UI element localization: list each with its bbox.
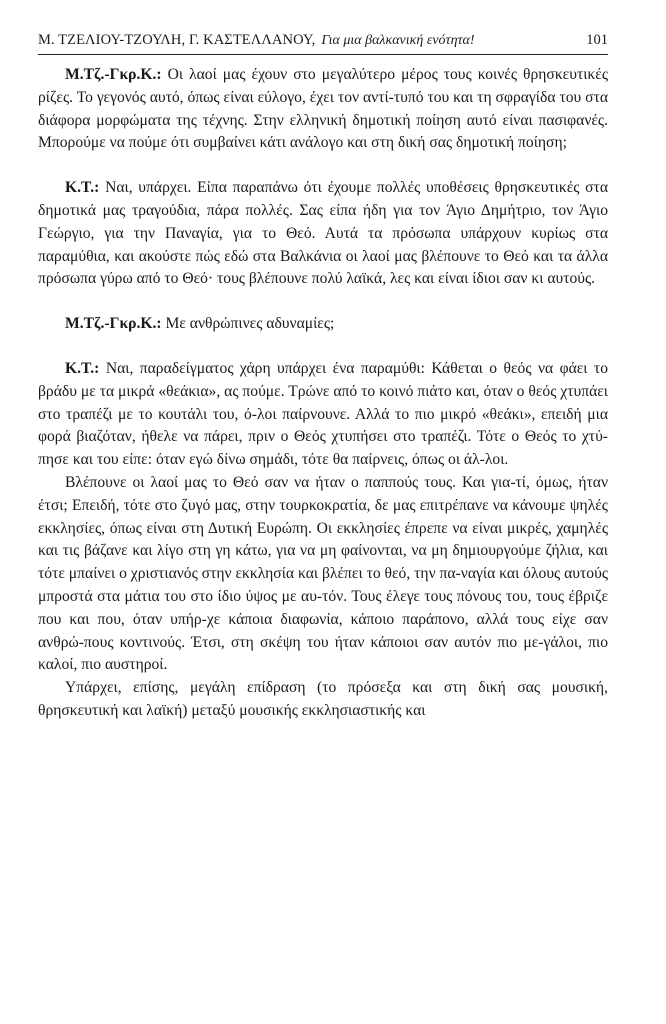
paragraph-text: Ναι, υπάρχει. Είπα παραπάνω ότι έχουμε πολλές υποθέσεις θρησκευτικές στα δημοτικά μας τραγούδια, πάρα πολλές. Σας είπα ήδη για τον Άγιο Δημήτριο, τον Άγιο Γεώργιο, για την Παναγία, για το Θεό. Αυτά τα πρόσωπα υπάρχουν κυρίως στα παραμύθια, και ακούστε πώς εδώ στα Βαλκάνια οι λαοί μας βλέπουνε το Θεό και τα άλλα πρόσωπα γύρω από το Θεό· τους βλέπουνε πολύ λαϊκά, λες και είναι ίδιοι σαν κι αυτούς. bbox=[38, 179, 608, 288]
paragraph-2 bbox=[38, 177, 608, 291]
paragraph-4 bbox=[38, 358, 608, 472]
paragraph-text: Με ανθρώπινες αδυναμίες; bbox=[165, 315, 335, 333]
paragraph-3 bbox=[38, 313, 608, 336]
speaker-label: Μ.Τζ.-Γκρ.Κ.: bbox=[65, 315, 162, 333]
paragraph-6 bbox=[38, 677, 608, 723]
page-number: 101 bbox=[586, 32, 608, 48]
paragraph-1 bbox=[38, 64, 608, 155]
page-body bbox=[38, 64, 608, 723]
paragraph-text: Υπάρχει, επίσης, μεγάλη επίδραση (το πρόσεξα και στη δική σας μουσική, θρησκευτική και λαϊκή) μεταξύ μουσικής εκκλησιαστικής και bbox=[38, 679, 608, 719]
speaker-label: Μ.Τζ.-Γκρ.Κ.: bbox=[65, 66, 162, 83]
speaker-label: Κ.Τ.: bbox=[65, 359, 100, 377]
paragraph-text: Βλέπουνε οι λαοί μας το Θεό σαν να ήταν ο παππούς τους. Και για-τί, όμως, ήταν έτσι; Επειδή, τότε στο ζυγό μας, στην τουρκοκρατία, δε μας επιτρέπανε να κάνουμε ψηλές εκκλησίες, όπως είναι στη Δυτική Ευρώπη. Οι εκκλησίες έπρεπε να είναι μικρές, χαμηλές και τις βάζανε και λίγο στη γη κάτω, για να μη φαίνονται, να μη δημιουργούμε ζήλια, και τότε μπαίνει ο χριστιανός στην εκκλησία και βλέπει το θεό, την πα-ναγία και όλους αυτούς μπροστά στα μάτια του στο ίδιο ύψος με αυ-τόν. Τους έλεγε τους πόνους του, τους έβριζε που και που, όταν υπήρ-χε κάποια διαφωνία, κάποιο παράπονο, αλλά τους είχε σαν ανθρώ-πους κοντινούς. Έτσι, στη σκέψη του ήταν κάποιοι σαν αυτόν πιο με-γάλοι, πιο καλοί, πιο αυστηροί. bbox=[38, 473, 608, 674]
paragraph-text: Οι λαοί μας έχουν στο μεγαλύτερο μέρος τους κοινές θρησκευτικές ρίζες. Το γεγονός αυτό, όπως είναι εύλογο, έχει τον αντί-τυπό του και τη σφραγίδα του στα διάφορα μορφώματα της τέχνης. Στην ελληνική δημοτική ποίηση αυτό είναι πασιφανές. Μπορούμε να πούμε ότι συμβαίνει κάτι ανάλογο και στη δική σας δημοτική ποίηση; bbox=[38, 66, 608, 152]
speaker-label: Κ.Τ.: bbox=[65, 179, 100, 197]
header-title: Για μια βαλκανική ενότητα! bbox=[321, 33, 475, 48]
header-rule bbox=[38, 54, 608, 55]
header-authors: Μ. ΤΖΕΛΙΟΥ-ΤΖΟΥΛΗ, Γ. ΚΑΣΤΕΛΛΑΝΟΥ, bbox=[38, 32, 316, 48]
book-page bbox=[38, 30, 608, 723]
paragraph-text: Ναι, παραδείγματος χάρη υπάρχει ένα παραμύθι: Κάθεται ο θεός να φάει το βράδυ με τα μικρά «θεάκια», ας πούμε. Τρώνε από το κοινό πιάτο και, όταν ο θεός χτυπάει στο τραπέζι με το κουτάλι του, ό-λοι παίρνουνε. Αλλά το πιο μικρό «θεάκι», επειδή μια φορά βιαζόταν, ήθελε να πάρει, πριν ο Θεός χτυπήσει στο τραπέζι. Τότε ο Θεός το χτύ-πησε και του είπε: όταν εγώ δίνω σημάδι, τότε θα παίρνεις, όπως οι άλ-λοι. bbox=[38, 359, 608, 469]
running-header bbox=[38, 30, 608, 52]
paragraph-5 bbox=[38, 472, 608, 677]
